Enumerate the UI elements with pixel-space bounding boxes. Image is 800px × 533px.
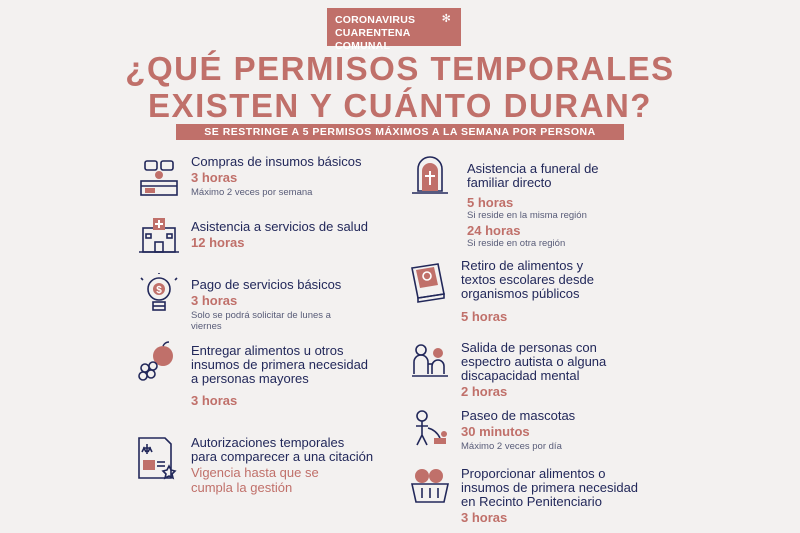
- permit-label: Entregar alimentos u otros: [191, 343, 344, 358]
- badge-line-1: CORONAVIRUS: [335, 14, 416, 26]
- permit-label: Proporcionar alimentos o: [461, 466, 606, 481]
- permit-note: Solo se podrá solicitar de lunes a viernes: [191, 310, 331, 332]
- permit-note: Si reside en otra región: [467, 238, 566, 249]
- permit-label: a personas mayores: [191, 371, 309, 386]
- coronavirus-badge: [327, 8, 461, 52]
- permit-duration: 3 horas: [191, 293, 238, 308]
- permit-duration: 3 horas: [191, 393, 238, 408]
- permit-duration: 3 horas: [191, 170, 238, 185]
- page-title-line-2: EXISTEN Y CUÁNTO DURAN?: [148, 87, 652, 124]
- book-icon: [406, 260, 450, 304]
- permit-label: espectro autista o alguna: [461, 354, 607, 369]
- food-basket-icon: [408, 464, 452, 508]
- permit-label: discapacidad mental: [461, 368, 580, 383]
- virus-icon: ✻: [441, 13, 451, 25]
- permit-label: Compras de insumos básicos: [191, 154, 362, 169]
- lightbulb-dollar-icon: [137, 272, 181, 316]
- hospital-icon: [137, 214, 181, 258]
- permit-duration: 12 horas: [191, 235, 245, 250]
- permit-duration: 2 horas: [461, 384, 508, 399]
- legal-document-icon: [135, 436, 179, 480]
- permit-label: organismos públicos: [461, 286, 580, 301]
- pet-walk-icon: [408, 406, 452, 450]
- permit-duration: 3 horas: [461, 510, 508, 525]
- permit-duration: 24 horas: [467, 223, 521, 238]
- permit-label: Asistencia a funeral de: [467, 161, 599, 176]
- subtitle-banner: SE RESTRINGE A 5 PERMISOS MÁXIMOS A LA SEMANA POR PERSONA: [176, 124, 624, 140]
- permit-label: en Recinto Penitenciario: [461, 494, 602, 509]
- permit-label: textos escolares desde: [461, 272, 594, 287]
- badge-line-2: CUARENTENA COMUNAL: [335, 27, 411, 52]
- permit-label: Paseo de mascotas: [461, 408, 576, 423]
- grocery-store-icon: [137, 155, 181, 199]
- permit-label: Autorizaciones temporales: [191, 435, 345, 450]
- permit-duration: 30 minutos: [461, 424, 530, 439]
- permit-label: Pago de servicios básicos: [191, 277, 342, 292]
- caregiver-icon: [408, 338, 452, 382]
- permit-label: Asistencia a servicios de salud: [191, 219, 369, 234]
- permit-note: Máximo 2 veces por semana: [191, 187, 313, 198]
- svg-text:$: $: [156, 285, 162, 296]
- page-title-line-1: ¿QUÉ PERMISOS TEMPORALES: [125, 50, 675, 87]
- permit-label: para comparecer a una citación: [191, 449, 374, 464]
- permit-label: Retiro de alimentos y: [461, 258, 584, 273]
- permit-label: Salida de personas con: [461, 340, 597, 355]
- permit-duration: Vigencia hasta que se: [191, 465, 319, 480]
- permit-duration: 5 horas: [461, 309, 508, 324]
- permit-note: Si reside en la misma región: [467, 210, 587, 221]
- tombstone-icon: [408, 153, 452, 197]
- fruit-icon: [135, 340, 179, 384]
- permit-duration: 5 horas: [467, 195, 514, 210]
- permit-label: insumos de primera necesidad: [191, 357, 369, 372]
- permit-duration: cumpla la gestión: [191, 480, 293, 495]
- permit-note: Máximo 2 veces por día: [461, 441, 562, 452]
- permit-label: insumos de primera necesidad: [461, 480, 639, 495]
- permit-label: familiar directo: [467, 175, 552, 190]
